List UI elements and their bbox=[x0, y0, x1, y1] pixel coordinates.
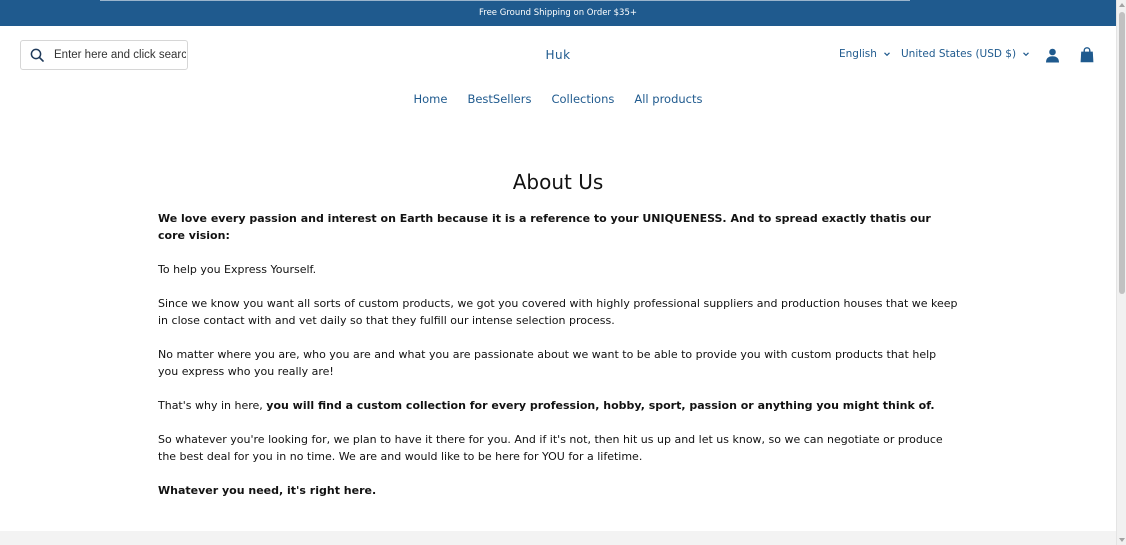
nav-all-products[interactable]: All products bbox=[634, 92, 703, 106]
scroll-down-icon[interactable] bbox=[1119, 538, 1125, 542]
nav-bestsellers[interactable]: BestSellers bbox=[467, 92, 532, 106]
country-label: United States (USD $) bbox=[901, 48, 1017, 60]
about-content bbox=[158, 170, 958, 516]
suppliers-paragraph: Since we know you want all sorts of custom products, we got you covered with highly professional suppliers and production houses that we keep in close contact with and vet daily so that they fulfill our intense selection process. bbox=[158, 297, 958, 327]
announcement-bar bbox=[0, 0, 1116, 26]
nav-home[interactable]: Home bbox=[413, 92, 448, 106]
closing-paragraph bbox=[158, 482, 958, 499]
search-icon[interactable] bbox=[30, 48, 44, 62]
collection-paragraph bbox=[158, 397, 958, 414]
language-selector[interactable] bbox=[839, 48, 891, 60]
account-icon[interactable] bbox=[1045, 48, 1060, 63]
logo[interactable]: Huk bbox=[545, 48, 571, 62]
scroll-up-icon[interactable] bbox=[1119, 3, 1125, 7]
nav-collections[interactable]: Collections bbox=[551, 92, 615, 106]
collection-text: That's why in here, bbox=[158, 399, 267, 412]
collection-bold-text: you will find a custom collection for every profession, hobby, sport, passion or anything you might think of. bbox=[266, 399, 935, 412]
scrollbar-thumb[interactable] bbox=[1119, 12, 1125, 294]
main-nav bbox=[0, 92, 1116, 106]
footer-edge bbox=[0, 531, 1116, 545]
language-label: English bbox=[839, 48, 877, 60]
search-input[interactable] bbox=[54, 49, 186, 61]
cart-icon[interactable] bbox=[1080, 47, 1094, 63]
chevron-down-icon bbox=[1022, 50, 1030, 58]
mission-paragraph: To help you Express Yourself. bbox=[158, 263, 317, 276]
page-title: About Us bbox=[512, 170, 604, 194]
chevron-down-icon bbox=[883, 50, 891, 58]
closing-bold-text: Whatever you need, it's right here. bbox=[158, 484, 377, 497]
country-selector[interactable] bbox=[901, 48, 1030, 60]
search-box[interactable] bbox=[20, 40, 188, 70]
passion-paragraph: No matter where you are, who you are and what you are passionate about we want to be able to provide you with custom products that help you express who you really are! bbox=[158, 348, 937, 378]
announcement-text: Free Ground Shipping on Order $35+ bbox=[479, 8, 637, 18]
intro-bold-text: We love every passion and interest on Earth because it is a reference to your UNIQUENESS. And to spread exactly thatis our core vision: bbox=[158, 212, 931, 242]
promise-paragraph: So whatever you're looking for, we plan to have it there for you. And if it's not, then hit us up and let us know, so we can negotiate or produce the best deal for you in no time. We are and would like to be here for YOU for a lifetime. bbox=[158, 433, 943, 463]
intro-paragraph bbox=[158, 210, 958, 244]
page-scrollbar[interactable] bbox=[1116, 0, 1126, 545]
